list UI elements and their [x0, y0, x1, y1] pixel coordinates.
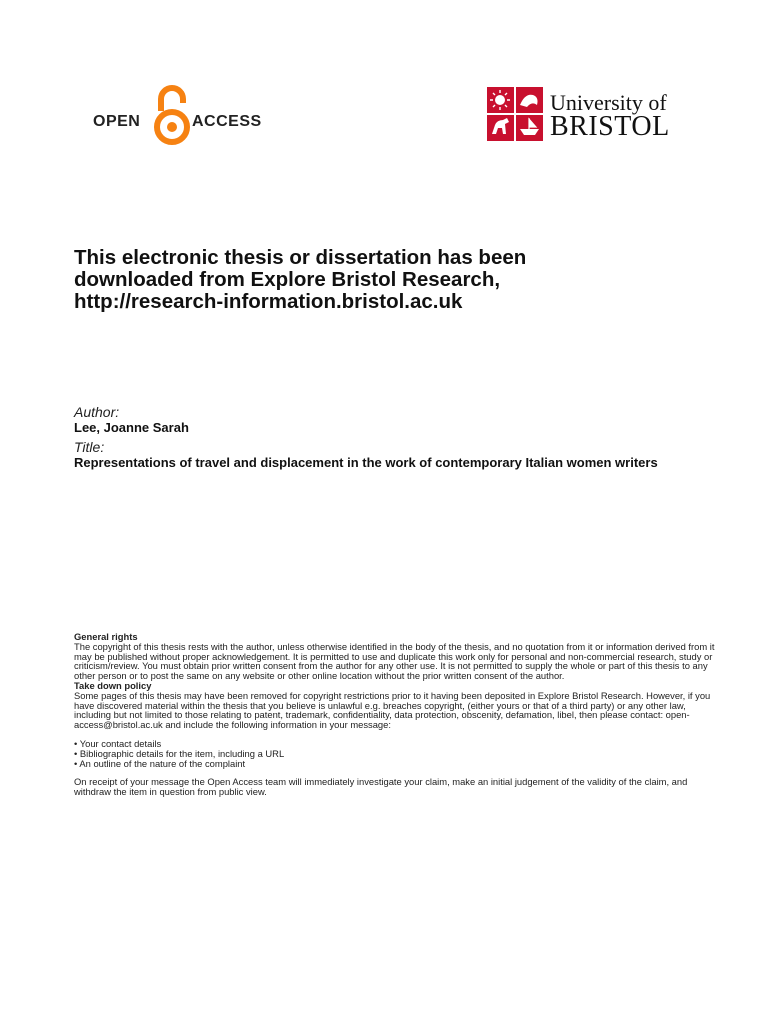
bristol-crest-icon [487, 87, 543, 141]
bristol-text: BRISTOL [550, 111, 670, 142]
page-title [74, 247, 714, 313]
list-item: • An outline of the nature of the complaint [74, 757, 246, 769]
list-item: • Your contact details [74, 737, 162, 749]
take-down-policy-heading: Take down policy [74, 679, 152, 691]
author-label: Author: [74, 404, 120, 420]
list-item: • Bibliographic details for the item, including a URL [74, 747, 285, 759]
title-label: Title: [74, 439, 105, 455]
university-of-text: University of [550, 90, 667, 115]
take-down-info-list [74, 739, 724, 768]
take-down-closing-text: On receipt of your message the Open Access team will immediately investigate your claim, make an initial judgement of the validity of the claim, and withdraw the item in question from public view. [74, 776, 688, 798]
author-name: Lee, Joanne Sarah [74, 420, 189, 435]
open-access-logo [92, 85, 272, 151]
open-lock-icon [152, 85, 192, 147]
general-rights-heading: General rights [74, 631, 138, 642]
general-rights-text: The copyright of this thesis rests with the author, unless otherwise identified in the body of the thesis, and no quotation from it or information derived from it may be published without proper acknowledgement. It is permitted to use and duplicate this work only for personal and non-commercial research, study or criticism/review. You must obtain prior written consent from the author for any other use. It is not permitted to supply the whole or part of this thesis to any other person or to post the same on any website or other online location without the prior written consent of the author. [74, 640, 715, 682]
university-of-bristol-logo [487, 87, 687, 142]
open-access-open-text: OPEN [93, 113, 141, 130]
title-line-2: downloaded from Explore Bristol Research, [74, 268, 501, 291]
take-down-policy-text: Some pages of this thesis may have been removed for copyright restrictions prior to it having been deposited in Explore Bristol Research. However, if you have discovered material within the thesis that you believe is unlawful e.g. breaches copyright, (either yours or that of a third party) or any other law, including but not limited to those relating to patent, trademark, confidentiality, data protection, obscenity, defamation, libel, then please contact: open-access@bristol.ac.uk and include the following information in your message: [74, 689, 711, 731]
open-access-access-text: ACCESS [192, 113, 262, 130]
title-line-1: This electronic thesis or dissertation has been [74, 246, 527, 269]
rights-section [74, 632, 724, 797]
thesis-metadata [74, 404, 734, 470]
thesis-title: Representations of travel and displacement in the work of contemporary Italian women writers [74, 455, 658, 470]
repository-url: http://research-information.bristol.ac.uk [74, 290, 463, 313]
